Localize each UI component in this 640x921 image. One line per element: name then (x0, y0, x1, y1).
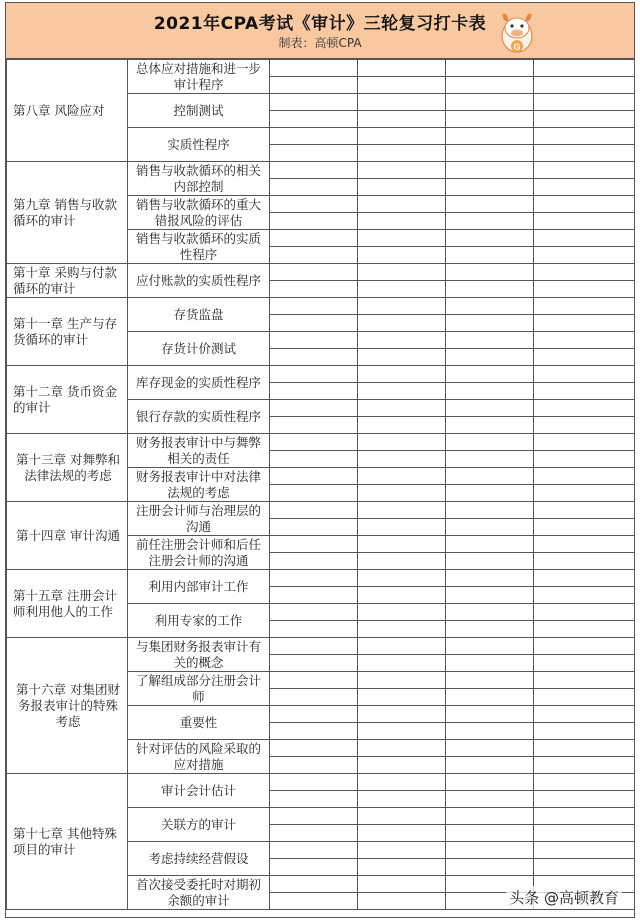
topic-cell: 销售与收款循环的相关内部控制 (128, 162, 270, 196)
checkin-cell[interactable] (534, 366, 635, 383)
checkin-cell[interactable] (358, 383, 446, 400)
checkin-cell[interactable] (446, 94, 534, 111)
checkin-cell[interactable] (446, 536, 534, 553)
checkin-cell[interactable] (358, 315, 446, 332)
checkin-cell[interactable] (358, 451, 446, 468)
checkin-cell[interactable] (446, 383, 534, 400)
checkin-cell[interactable] (446, 264, 534, 281)
checkin-cell[interactable] (446, 621, 534, 638)
checkin-cell[interactable] (358, 876, 446, 893)
checkin-cell[interactable] (534, 417, 635, 434)
checkin-cell[interactable] (270, 417, 358, 434)
checkin-cell[interactable] (446, 570, 534, 587)
checkin-cell[interactable] (358, 145, 446, 162)
table-row (7, 162, 635, 179)
checkin-cell[interactable] (358, 689, 446, 706)
checkin-cell[interactable] (534, 723, 635, 740)
checkin-cell[interactable] (270, 400, 358, 417)
checkin-cell[interactable] (358, 893, 446, 910)
checkin-cell[interactable] (358, 400, 446, 417)
checkin-cell[interactable] (534, 740, 635, 757)
checkin-cell[interactable] (446, 638, 534, 655)
checkin-cell[interactable] (358, 706, 446, 723)
checkin-cell[interactable] (270, 655, 358, 672)
checkin-cell[interactable] (534, 298, 635, 315)
checkin-cell[interactable] (534, 179, 635, 196)
checkin-cell[interactable] (358, 94, 446, 111)
checkin-cell[interactable] (446, 740, 534, 757)
table-row (7, 366, 635, 383)
checkin-cell[interactable] (446, 706, 534, 723)
checkin-cell[interactable] (534, 808, 635, 825)
topic-cell: 销售与收款循环的实质性程序 (128, 230, 270, 264)
chapter-cell: 第十五章 注册会计师利用他人的工作 (7, 570, 128, 638)
mascot-badge: G (513, 42, 521, 52)
checkin-cell[interactable] (446, 315, 534, 332)
checkin-cell[interactable] (270, 434, 358, 451)
checkin-cell[interactable] (270, 621, 358, 638)
checkin-cell[interactable] (358, 808, 446, 825)
checkin-cell[interactable] (270, 111, 358, 128)
checkin-cell[interactable] (358, 264, 446, 281)
checkin-cell[interactable] (358, 859, 446, 876)
topic-cell: 首次接受委托时对期初余额的审计 (128, 876, 270, 910)
checkin-cell[interactable] (358, 77, 446, 94)
checkin-cell[interactable] (446, 128, 534, 145)
checkin-cell[interactable] (270, 383, 358, 400)
checkin-cell[interactable] (534, 145, 635, 162)
topic-cell: 控制测试 (128, 94, 270, 128)
checkin-cell[interactable] (534, 332, 635, 349)
checkin-cell[interactable] (270, 196, 358, 213)
checkin-cell[interactable] (358, 570, 446, 587)
checkin-cell[interactable] (358, 128, 446, 145)
checkin-cell[interactable] (534, 94, 635, 111)
checkin-cell[interactable] (446, 179, 534, 196)
checkin-cell[interactable] (534, 77, 635, 94)
checkin-cell[interactable] (358, 213, 446, 230)
watermark: 头条 @高顿教育 (506, 886, 622, 909)
checkin-cell[interactable] (446, 825, 534, 842)
checkin-cell[interactable] (270, 689, 358, 706)
checkin-cell[interactable] (358, 281, 446, 298)
checkin-cell[interactable] (270, 672, 358, 689)
checkin-cell[interactable] (534, 434, 635, 451)
checkin-cell[interactable] (358, 332, 446, 349)
checkin-cell[interactable] (358, 774, 446, 791)
topic-cell: 利用专家的工作 (128, 604, 270, 638)
checkin-cell[interactable] (358, 587, 446, 604)
checkin-cell[interactable] (270, 179, 358, 196)
table-row (7, 60, 635, 77)
topic-cell: 与集团财务报表审计有关的概念 (128, 638, 270, 672)
checkin-cell[interactable] (270, 893, 358, 910)
topic-cell: 总体应对措施和进一步审计程序 (128, 60, 270, 94)
checkin-cell[interactable] (446, 400, 534, 417)
checkin-cell[interactable] (446, 230, 534, 247)
checkin-cell[interactable] (270, 791, 358, 808)
checkin-cell[interactable] (534, 791, 635, 808)
checkin-cell[interactable] (534, 213, 635, 230)
checkin-cell[interactable] (534, 196, 635, 213)
chapter-cell: 第十四章 审计沟通 (7, 502, 128, 570)
table-row (7, 638, 635, 655)
checkin-cell[interactable] (534, 825, 635, 842)
checkin-cell[interactable] (534, 570, 635, 587)
topic-cell: 审计会计估计 (128, 774, 270, 808)
checkin-cell[interactable] (534, 247, 635, 264)
checkin-cell[interactable] (270, 774, 358, 791)
checkin-sheet (5, 2, 635, 918)
checkin-cell[interactable] (534, 519, 635, 536)
checkin-cell[interactable] (270, 723, 358, 740)
checkin-cell[interactable] (446, 145, 534, 162)
checkin-cell[interactable] (358, 60, 446, 77)
checkin-cell[interactable] (358, 621, 446, 638)
checkin-cell[interactable] (358, 502, 446, 519)
checkin-cell[interactable] (534, 400, 635, 417)
sheet-subtitle: 制表：高顿CPA (278, 36, 362, 50)
table-row (7, 264, 635, 281)
checkin-cell[interactable] (270, 740, 358, 757)
checkin-cell[interactable] (534, 587, 635, 604)
checkin-cell[interactable] (446, 757, 534, 774)
topic-cell: 针对评估的风险采取的应对措施 (128, 740, 270, 774)
checkin-cell[interactable] (358, 723, 446, 740)
checkin-cell[interactable] (534, 162, 635, 179)
table-row (7, 298, 635, 315)
checkin-cell[interactable] (446, 604, 534, 621)
topic-cell: 注册会计师与治理层的沟通 (128, 502, 270, 536)
checkin-cell[interactable] (270, 366, 358, 383)
checkin-cell[interactable] (358, 791, 446, 808)
topic-cell: 前任注册会计师和后任注册会计师的沟通 (128, 536, 270, 570)
sheet-header (6, 3, 634, 59)
checkin-cell[interactable] (358, 485, 446, 502)
checkin-cell[interactable] (534, 230, 635, 247)
topic-cell: 库存现金的实质性程序 (128, 366, 270, 400)
topic-cell: 财务报表审计中对法律法规的考虑 (128, 468, 270, 502)
checkin-cell[interactable] (270, 604, 358, 621)
topic-cell: 销售与收款循环的重大错报风险的评估 (128, 196, 270, 230)
chapter-cell: 第十章 采购与付款循环的审计 (7, 264, 128, 298)
checkin-cell[interactable] (534, 128, 635, 145)
topic-cell: 了解组成部分注册会计师 (128, 672, 270, 706)
checkin-cell[interactable] (358, 468, 446, 485)
checkin-cell[interactable] (358, 519, 446, 536)
checkin-cell[interactable] (446, 808, 534, 825)
checkin-cell[interactable] (534, 553, 635, 570)
checkin-cell[interactable] (534, 842, 635, 859)
checkin-cell[interactable] (358, 179, 446, 196)
checkin-cell[interactable] (270, 519, 358, 536)
checkin-cell[interactable] (358, 655, 446, 672)
checkin-cell[interactable] (270, 570, 358, 587)
checkin-cell[interactable] (358, 672, 446, 689)
checkin-cell[interactable] (446, 281, 534, 298)
checkin-cell[interactable] (270, 230, 358, 247)
chapter-cell: 第八章 风险应对 (7, 60, 128, 162)
chapter-cell: 第十七章 其他特殊项目的审计 (7, 774, 128, 910)
checkin-cell[interactable] (534, 485, 635, 502)
checkin-cell[interactable] (446, 298, 534, 315)
topic-cell: 存货监盘 (128, 298, 270, 332)
checkin-cell[interactable] (534, 757, 635, 774)
checkin-cell[interactable] (446, 502, 534, 519)
checkin-cell[interactable] (270, 706, 358, 723)
checkin-cell[interactable] (446, 689, 534, 706)
checkin-cell[interactable] (270, 281, 358, 298)
checkin-cell[interactable] (534, 604, 635, 621)
checkin-cell[interactable] (534, 468, 635, 485)
checkin-cell[interactable] (270, 808, 358, 825)
topic-cell: 重要性 (128, 706, 270, 740)
checkin-cell[interactable] (270, 60, 358, 77)
checkin-cell[interactable] (446, 553, 534, 570)
checkin-cell[interactable] (534, 349, 635, 366)
checkin-cell[interactable] (446, 451, 534, 468)
checkin-cell[interactable] (534, 621, 635, 638)
checkin-cell[interactable] (358, 417, 446, 434)
checkin-cell[interactable] (358, 434, 446, 451)
checkin-cell[interactable] (446, 417, 534, 434)
checkin-cell[interactable] (358, 349, 446, 366)
checkin-cell[interactable] (358, 740, 446, 757)
checkin-cell[interactable] (270, 349, 358, 366)
checkin-cell[interactable] (358, 111, 446, 128)
checkin-cell[interactable] (446, 791, 534, 808)
checkin-cell[interactable] (358, 842, 446, 859)
checkin-cell[interactable] (270, 842, 358, 859)
checkin-cell[interactable] (446, 162, 534, 179)
table-row (7, 434, 635, 451)
checkin-cell[interactable] (534, 451, 635, 468)
checkin-cell[interactable] (270, 825, 358, 842)
checkin-cell[interactable] (446, 842, 534, 859)
checkin-cell[interactable] (534, 60, 635, 77)
topic-cell: 存货计价测试 (128, 332, 270, 366)
chapter-cell: 第十一章 生产与存货循环的审计 (7, 298, 128, 366)
checkin-cell[interactable] (270, 145, 358, 162)
checkin-cell[interactable] (446, 859, 534, 876)
checkin-cell[interactable] (446, 434, 534, 451)
checkin-cell[interactable] (270, 553, 358, 570)
checkin-cell[interactable] (534, 536, 635, 553)
checkin-cell[interactable] (534, 689, 635, 706)
checkin-cell[interactable] (534, 111, 635, 128)
checkin-cell[interactable] (534, 281, 635, 298)
checkin-cell[interactable] (446, 468, 534, 485)
topic-cell: 实质性程序 (128, 128, 270, 162)
checkin-cell[interactable] (446, 655, 534, 672)
checkin-cell[interactable] (270, 162, 358, 179)
checkin-cell[interactable] (534, 774, 635, 791)
checkin-cell[interactable] (534, 502, 635, 519)
checkin-cell[interactable] (270, 264, 358, 281)
sheet-title: 2021年CPA考试《审计》三轮复习打卡表 (153, 14, 487, 34)
checkin-cell[interactable] (446, 332, 534, 349)
checkin-cell[interactable] (358, 366, 446, 383)
chapter-cell: 第十二章 货币资金的审计 (7, 366, 128, 434)
checkin-cell[interactable] (270, 128, 358, 145)
checkin-cell[interactable] (270, 876, 358, 893)
checkin-cell[interactable] (534, 859, 635, 876)
checkin-cell[interactable] (270, 859, 358, 876)
checkin-cell[interactable] (270, 247, 358, 264)
chapter-cell: 第十六章 对集团财务报表审计的特殊考虑 (7, 638, 128, 774)
mascot-cow-icon (496, 6, 538, 56)
checkin-cell[interactable] (446, 672, 534, 689)
checkin-cell[interactable] (270, 213, 358, 230)
checkin-cell[interactable] (446, 774, 534, 791)
table-row (7, 774, 635, 791)
checkin-cell[interactable] (446, 111, 534, 128)
chapter-cell: 第九章 销售与收款循环的审计 (7, 162, 128, 264)
table-row (7, 502, 635, 519)
checkin-cell[interactable] (270, 587, 358, 604)
chapter-cell: 第十三章 对舞弊和法律法规的考虑 (7, 434, 128, 502)
checkin-cell[interactable] (270, 94, 358, 111)
checkin-cell[interactable] (534, 264, 635, 281)
checkin-cell[interactable] (446, 366, 534, 383)
checkin-cell[interactable] (358, 604, 446, 621)
checkin-cell[interactable] (270, 502, 358, 519)
checkin-cell[interactable] (358, 825, 446, 842)
checkin-cell[interactable] (446, 60, 534, 77)
checkin-cell[interactable] (270, 757, 358, 774)
checkin-cell[interactable] (270, 536, 358, 553)
checkin-cell[interactable] (358, 298, 446, 315)
topic-cell: 关联方的审计 (128, 808, 270, 842)
table-row (7, 570, 635, 587)
topic-cell: 利用内部审计工作 (128, 570, 270, 604)
checkin-cell[interactable] (270, 638, 358, 655)
checkin-cell[interactable] (270, 77, 358, 94)
checkin-cell[interactable] (534, 706, 635, 723)
checkin-cell[interactable] (358, 230, 446, 247)
checkin-cell[interactable] (446, 723, 534, 740)
checkin-cell[interactable] (358, 757, 446, 774)
topic-cell: 银行存款的实质性程序 (128, 400, 270, 434)
checkin-cell[interactable] (446, 587, 534, 604)
checkin-cell[interactable] (446, 247, 534, 264)
checkin-cell[interactable] (358, 162, 446, 179)
checkin-cell[interactable] (446, 519, 534, 536)
checkin-cell[interactable] (446, 349, 534, 366)
checkin-cell[interactable] (358, 196, 446, 213)
checkin-cell[interactable] (534, 672, 635, 689)
checkin-cell[interactable] (270, 468, 358, 485)
topic-cell: 财务报表审计中与舞弊相关的责任 (128, 434, 270, 468)
checkin-cell[interactable] (358, 553, 446, 570)
checkin-cell[interactable] (270, 315, 358, 332)
checkin-cell[interactable] (270, 332, 358, 349)
checkin-table (6, 59, 635, 910)
checkin-cell[interactable] (270, 298, 358, 315)
topic-cell: 应付账款的实质性程序 (128, 264, 270, 298)
checkin-cell[interactable] (446, 213, 534, 230)
checkin-cell[interactable] (358, 247, 446, 264)
checkin-cell[interactable] (270, 485, 358, 502)
checkin-cell[interactable] (534, 383, 635, 400)
topic-cell: 考虑持续经营假设 (128, 842, 270, 876)
checkin-cell[interactable] (446, 485, 534, 502)
checkin-cell[interactable] (446, 77, 534, 94)
checkin-cell[interactable] (270, 451, 358, 468)
checkin-cell[interactable] (358, 638, 446, 655)
checkin-cell[interactable] (534, 315, 635, 332)
checkin-cell[interactable] (446, 196, 534, 213)
checkin-cell[interactable] (534, 638, 635, 655)
checkin-cell[interactable] (534, 655, 635, 672)
checkin-cell[interactable] (358, 536, 446, 553)
